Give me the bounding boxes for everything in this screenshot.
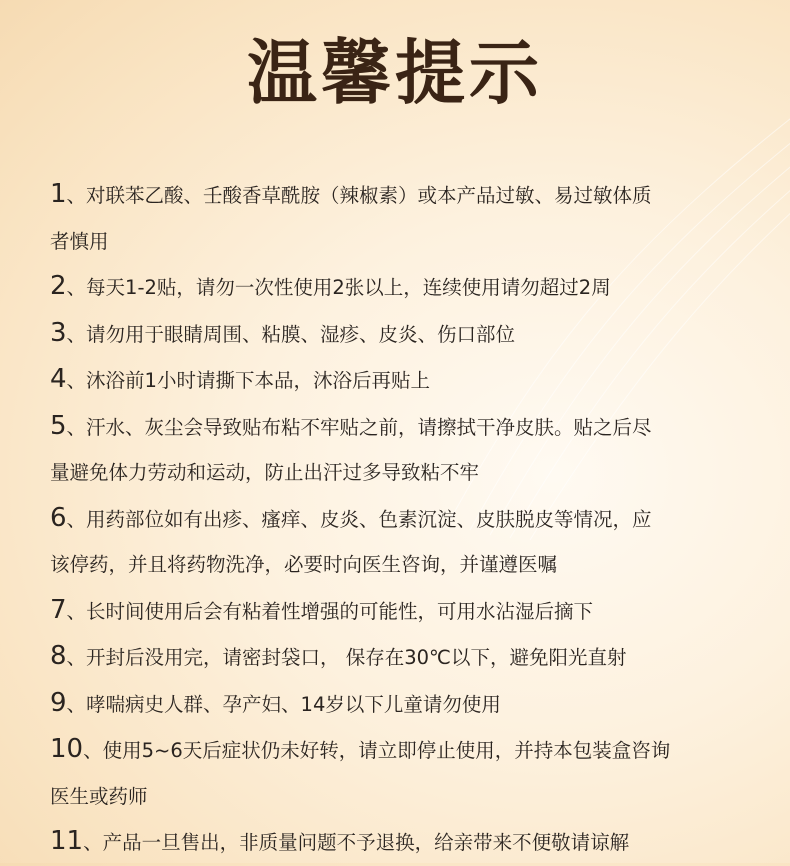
tip-text: 、沐浴前1小时请撕下本品，沐浴后再贴上 [66,369,430,392]
tip-item [50,357,760,404]
tip-item [50,588,760,635]
tip-text-continued: 医生或药师 [50,784,148,808]
tip-number: 10 [50,734,84,764]
tip-number: 7 [50,594,67,625]
tip-text: 、开封后没用完，请密封袋口， 保存在30℃以下，避免阳光直射 [66,646,627,669]
tip-text: 、长时间使用后会有粘着性增强的可能性，可用水沾湿后摘下 [66,599,594,623]
tip-item [50,264,760,311]
tip-text: 、哮喘病史人群、孕产妇、14岁以下儿童请勿使用 [66,692,501,716]
tip-item [50,634,760,681]
tip-number: 5 [50,410,67,441]
tip-number: 1 [50,179,67,209]
tip-number: 9 [50,687,67,718]
tip-item [50,311,760,358]
tip-text-continued: 该停药，并且将药物洗净，必要时向医生咨询，并谨遵医嘱 [50,553,558,576]
tip-number: 4 [50,364,67,394]
tip-text: 、用药部位如有出疹、瘙痒、皮炎、色素沉淀、皮肤脱皮等情况，应 [66,507,652,531]
tip-text: 、对联苯乙酸、壬酸香草酰胺（辣椒素）或本产品过敏、易过敏体质 [66,184,652,207]
tip-text: 、每天1-2贴，请勿一次性使用2张以上，连续使用请勿超过2周 [66,276,611,299]
tip-item [50,681,760,728]
tip-text: 、使用5~6天后症状仍未好转，请立即停止使用，并持本包装盒咨询 [83,739,671,762]
tip-item [50,404,760,496]
tip-number: 8 [50,641,67,671]
page-title: 温馨提示 [247,32,543,114]
tip-item [50,496,760,588]
tip-item [50,819,760,866]
tip-text: 、请勿用于眼睛周围、粘膜、湿疹、皮炎、伤口部位 [66,322,516,346]
tip-number: 3 [50,317,67,348]
tip-number: 6 [50,502,67,533]
tip-text: 、产品一旦售出，非质量问题不予退换，给亲带来不便敬请谅解 [83,831,630,854]
tip-item [50,172,760,264]
tip-text-continued: 者慎用 [50,229,109,253]
tip-number: 11 [50,826,84,856]
tip-text: 、汗水、灰尘会导致贴布粘不牢贴之前，请擦拭干净皮肤。贴之后尽 [66,415,652,439]
tip-number: 2 [50,271,67,301]
tips-list [50,172,760,866]
tip-item [50,727,760,819]
tip-text-continued: 量避免体力劳动和运动，防止出汗过多导致粘不牢 [50,461,480,484]
